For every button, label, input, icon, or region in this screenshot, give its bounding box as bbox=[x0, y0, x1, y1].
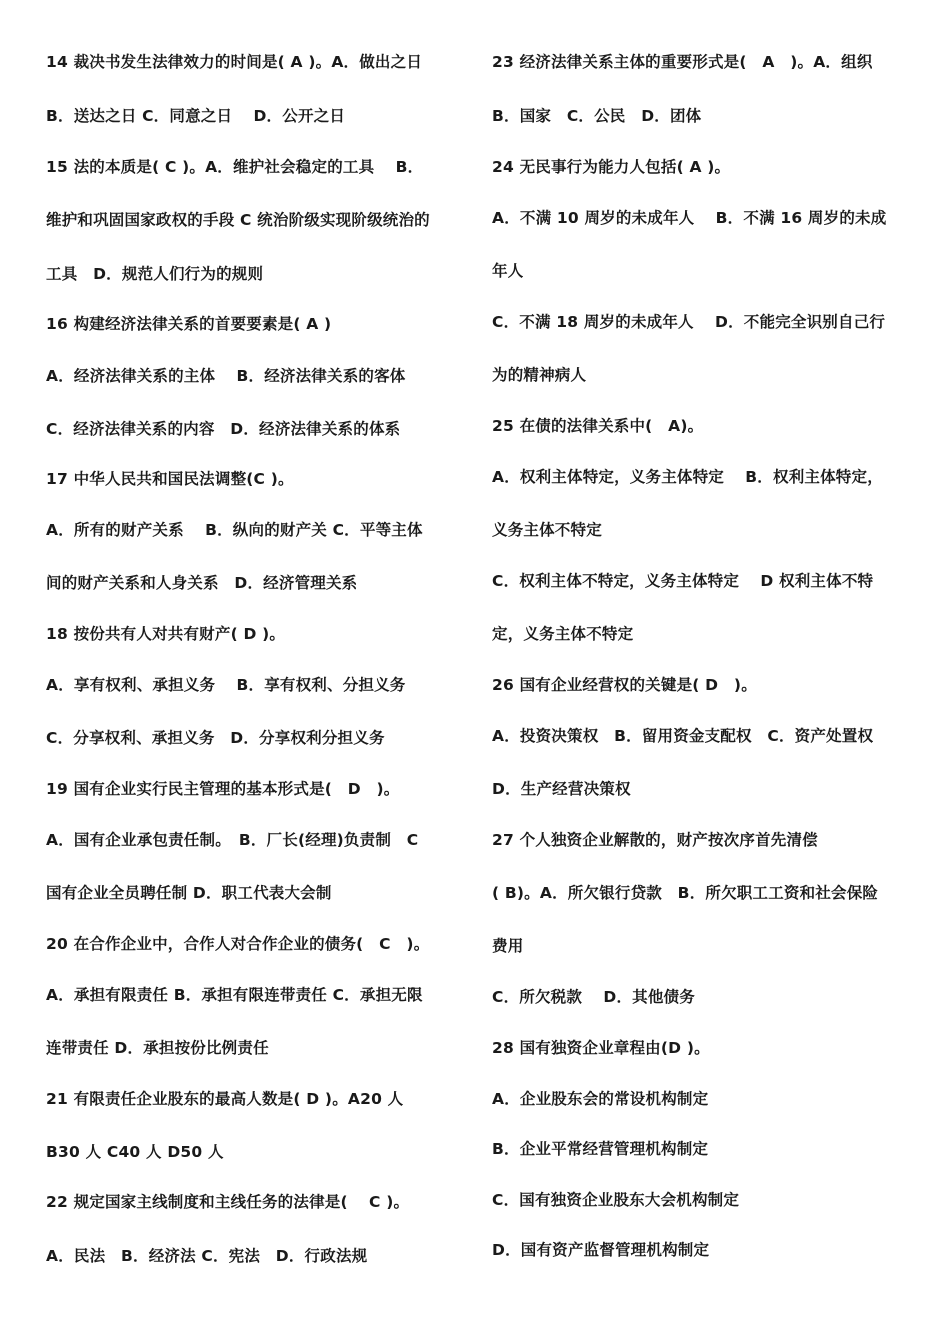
text-line: 20 在合作企业中，合作人对合作企业的债务( C )。 bbox=[46, 935, 430, 953]
text-line: A．权利主体特定，义务主体特定 B．权利主体特定， bbox=[492, 468, 883, 486]
text-line: 为的精神病人 bbox=[492, 366, 587, 384]
text-line: A．经济法律关系的主体 B．经济法律关系的客体 bbox=[46, 367, 406, 385]
text-line: 22 规定国家主线制度和主线任务的法律是( C )。 bbox=[46, 1193, 410, 1211]
text-line: 19 国有企业实行民主管理的基本形式是( D )。 bbox=[46, 780, 400, 798]
text-line: 间的财产关系和人身关系 D．经济管理关系 bbox=[46, 574, 358, 592]
text-line: B．企业平常经营管理机构制定 bbox=[492, 1140, 709, 1158]
text-line: A．所有的财产关系 B．纵向的财产关 C．平等主体 bbox=[46, 521, 423, 539]
text-line: 工具 D．规范人们行为的规则 bbox=[46, 265, 264, 283]
text-line: 年人 bbox=[492, 262, 524, 280]
text-line: 25 在债的法律关系中( A)。 bbox=[492, 417, 704, 435]
text-line: 21 有限责任企业股东的最高人数是( D )。A20 人 bbox=[46, 1090, 404, 1108]
text-line: C．所欠税款 D．其他债务 bbox=[492, 988, 695, 1006]
text-line: 连带责任 D．承担按份比例责任 bbox=[46, 1039, 269, 1057]
text-line: 18 按份共有人对共有财产( D )。 bbox=[46, 625, 286, 643]
text-line: 24 无民事行为能力人包括( A )。 bbox=[492, 158, 731, 176]
text-line: A．不满 10 周岁的未成年人 B．不满 16 周岁的未成 bbox=[492, 209, 887, 227]
text-line: 定，义务主体不特定 bbox=[492, 625, 634, 643]
text-line: A．享有权利、承担义务 B．享有权利、分担义务 bbox=[46, 676, 406, 694]
text-line: 15 法的本质是( C )。A．维护社会稳定的工具 B． bbox=[46, 158, 424, 176]
text-line: C．权利主体不特定，义务主体特定 D 权利主体不特 bbox=[492, 572, 874, 590]
text-line: 17 中华人民共和国民法调整(C )。 bbox=[46, 470, 294, 488]
text-line: D．生产经营决策权 bbox=[492, 780, 631, 798]
text-line: A．国有企业承包责任制。 B．厂长(经理)负责制 C bbox=[46, 831, 419, 849]
text-line: 费用 bbox=[492, 937, 524, 955]
text-line: 14 裁决书发生法律效力的时间是( A )。A．做出之日 bbox=[46, 53, 423, 71]
text-line: 28 国有独资企业章程由(D )。 bbox=[492, 1039, 710, 1057]
text-line: B．送达之日 C．同意之日 D．公开之日 bbox=[46, 107, 346, 125]
text-line: C．经济法律关系的内容 D．经济法律关系的体系 bbox=[46, 420, 401, 438]
text-line: 16 构建经济法律关系的首要要素是( A ) bbox=[46, 315, 332, 333]
text-line: A．承担有限责任 B．承担有限连带责任 C．承担无限 bbox=[46, 986, 423, 1004]
text-line: 义务主体不特定 bbox=[492, 521, 602, 539]
text-line: ( B)。A．所欠银行贷款 B．所欠职工工资和社会保险 bbox=[492, 884, 879, 902]
text-line: B30 人 C40 人 D50 人 bbox=[46, 1143, 224, 1161]
text-line: A．民法 B．经济法 C．宪法 D．行政法规 bbox=[46, 1247, 368, 1265]
text-line: D．国有资产监督管理机构制定 bbox=[492, 1241, 710, 1259]
text-line: A．投资决策权 B．留用资金支配权 C．资产处置权 bbox=[492, 727, 874, 745]
text-line: A．企业股东会的常设机构制定 bbox=[492, 1090, 709, 1108]
text-line: 27 个人独资企业解散的，财产按次序首先清偿 bbox=[492, 831, 818, 849]
text-line: 维护和巩固国家政权的手段 C 统治阶级实现阶级统治的 bbox=[46, 211, 430, 229]
text-line: B．国家 C．公民 D．团体 bbox=[492, 107, 702, 125]
text-line: 26 国有企业经营权的关键是( D )。 bbox=[492, 676, 757, 694]
text-line: 国有企业全员聘任制 D．职工代表大会制 bbox=[46, 884, 332, 902]
text-line: C．分享权利、承担义务 D．分享权利分担义务 bbox=[46, 729, 385, 747]
text-line: 23 经济法律关系主体的重要形式是( A )。A．组织 bbox=[492, 53, 873, 71]
text-line: C．不满 18 周岁的未成年人 D．不能完全识别自己行 bbox=[492, 313, 886, 331]
text-line: C．国有独资企业股东大会机构制定 bbox=[492, 1191, 740, 1209]
